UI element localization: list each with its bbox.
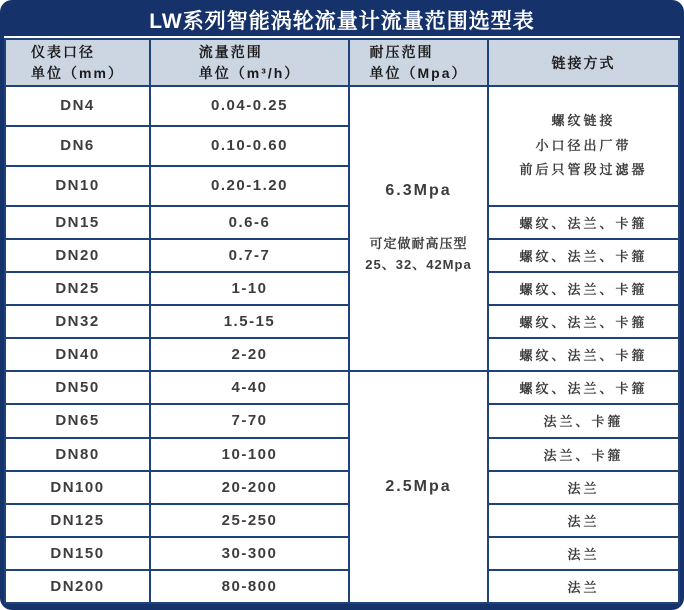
diameter-cell: DN6 (5, 126, 150, 166)
diameter-cell: DN50 (5, 371, 150, 404)
flow-cell: 7-70 (150, 404, 349, 437)
flow-cell: 4-40 (150, 371, 349, 404)
connection-cell: 法兰、卡箍 (488, 404, 679, 437)
table-row (5, 371, 679, 404)
connection-merged-line2: 小口径出厂带 (535, 137, 632, 153)
table-row (5, 471, 679, 504)
flow-cell: 0.10-0.60 (150, 126, 349, 166)
connection-cell: 螺纹、法兰、卡箍 (488, 338, 679, 371)
connection-cell: 法兰 (488, 504, 679, 537)
pressure-header-line1: 耐压范围 (369, 43, 434, 60)
diameter-cell: DN4 (5, 86, 150, 126)
diameter-cell: DN100 (5, 471, 150, 504)
connection-cell: 螺纹、法兰、卡箍 (488, 206, 679, 239)
connection-merged-cell (488, 86, 679, 206)
flow-cell: 0.6-6 (150, 206, 349, 239)
flow-cell: 10-100 (150, 438, 349, 471)
table-row (5, 338, 679, 371)
diameter-header-line2: 单位（mm） (31, 64, 124, 81)
connection-cell: 螺纹、法兰、卡箍 (488, 239, 679, 272)
column-header-pressure (349, 39, 488, 86)
pressure-value: 2.5Mpa (385, 478, 452, 496)
diameter-cell: DN32 (5, 305, 150, 338)
header-row (5, 39, 679, 86)
table-row (5, 239, 679, 272)
diameter-cell: DN40 (5, 338, 150, 371)
table-row (5, 272, 679, 305)
pressure-group-cell-25mpa (349, 371, 488, 603)
table-row (5, 438, 679, 471)
diameter-cell: DN125 (5, 504, 150, 537)
flow-cell: 30-300 (150, 537, 349, 570)
diameter-cell: DN20 (5, 239, 150, 272)
flow-cell: 0.7-7 (150, 239, 349, 272)
table-row (5, 305, 679, 338)
pressure-header-line2: 单位（Mpa） (369, 64, 468, 81)
pressure-group-cell-63mpa (349, 86, 488, 371)
flow-cell: 1.5-15 (150, 305, 349, 338)
connection-cell: 螺纹、法兰、卡箍 (488, 305, 679, 338)
flow-cell: 80-800 (150, 570, 349, 603)
page-title: LW系列智能涡轮流量计流量范围选型表 (4, 3, 680, 36)
pressure-custom-note (365, 234, 471, 276)
table-row (5, 86, 679, 126)
table-row (5, 537, 679, 570)
diameter-cell: DN200 (5, 570, 150, 603)
diameter-cell: DN25 (5, 272, 150, 305)
flow-cell: 2-20 (150, 338, 349, 371)
flow-cell: 25-250 (150, 504, 349, 537)
connection-cell: 法兰、卡箍 (488, 438, 679, 471)
diameter-header-line1: 仪表口径 (31, 43, 96, 60)
flow-cell: 0.20-1.20 (150, 166, 349, 206)
diameter-cell: DN150 (5, 537, 150, 570)
flow-cell: 20-200 (150, 471, 349, 504)
connection-cell: 螺纹、法兰、卡箍 (488, 272, 679, 305)
connection-cell: 法兰 (488, 537, 679, 570)
column-header-connection: 链接方式 (488, 39, 679, 86)
flow-cell: 1-10 (150, 272, 349, 305)
diameter-cell: DN15 (5, 206, 150, 239)
diameter-cell: DN65 (5, 404, 150, 437)
table-row (5, 206, 679, 239)
column-header-diameter (5, 39, 150, 86)
connection-cell: 法兰 (488, 471, 679, 504)
flow-header-line2: 单位（m³/h） (198, 64, 301, 81)
table-row (5, 570, 679, 603)
column-header-flow (150, 39, 349, 86)
table-row (5, 404, 679, 437)
flow-header-line1: 流量范围 (198, 43, 263, 60)
pressure-note-line1: 可定做耐高压型 (369, 235, 468, 251)
pressure-value: 6.3Mpa (385, 181, 452, 199)
table-container (4, 38, 680, 604)
connection-cell: 法兰 (488, 570, 679, 603)
connection-merged-line3: 前后只管段过滤器 (519, 162, 648, 178)
flowmeter-selection-table (4, 38, 680, 604)
diameter-cell: DN80 (5, 438, 150, 471)
diameter-cell: DN10 (5, 166, 150, 206)
connection-cell: 螺纹、法兰、卡箍 (488, 371, 679, 404)
flow-cell: 0.04-0.25 (150, 86, 349, 126)
table-row (5, 504, 679, 537)
connection-merged-line1: 螺纹链接 (551, 112, 616, 128)
pressure-note-line2: 25、32、42Mpa (365, 256, 472, 272)
